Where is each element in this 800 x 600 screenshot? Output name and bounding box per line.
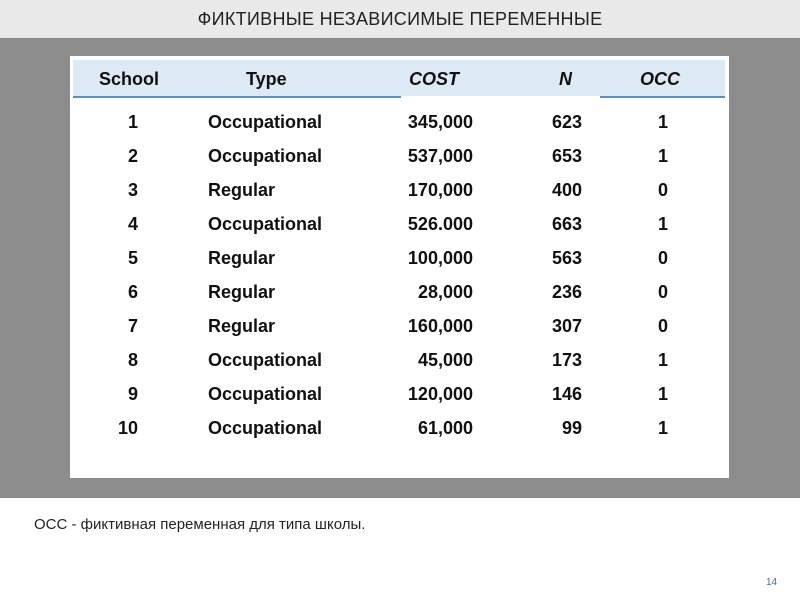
cell-n: 99: [561, 418, 582, 438]
cell-school: 1: [127, 112, 138, 132]
cell-n: 563: [551, 248, 582, 268]
cell-occ: 1: [657, 384, 668, 404]
cell-type: Occupational: [208, 214, 323, 234]
cell-occ: 0: [657, 180, 668, 200]
footnote: OCC - фиктивная переменная для типа школы.: [34, 516, 366, 533]
cell-school: 3: [127, 180, 138, 200]
cell-type: Occupational: [208, 350, 323, 370]
cell-type: Occupational: [208, 146, 323, 166]
cell-cost: 61,000: [417, 418, 473, 438]
cell-n: 307: [551, 316, 582, 336]
cell-type: Regular: [208, 248, 276, 268]
cell-occ: 0: [657, 316, 668, 336]
cell-cost: 537,000: [407, 146, 473, 166]
cell-occ: 1: [657, 418, 668, 438]
cell-type: Regular: [208, 282, 276, 302]
header-occ: OCC: [640, 69, 680, 89]
header-cost: COST: [409, 69, 460, 89]
cell-n: 663: [551, 214, 582, 234]
cell-occ: 1: [657, 350, 668, 370]
table-header-row: [73, 60, 725, 96]
cell-n: 653: [551, 146, 582, 166]
cell-cost: 160,000: [407, 316, 473, 336]
slide-title-bar: [0, 0, 800, 38]
data-table: [70, 56, 729, 478]
cell-type: Regular: [208, 316, 276, 336]
cell-cost: 170,000: [407, 180, 473, 200]
cell-type: Occupational: [208, 418, 323, 438]
cell-school: 7: [127, 316, 138, 336]
cell-cost: 345,000: [407, 112, 473, 132]
cell-cost: 100,000: [407, 248, 473, 268]
cell-cost: 120,000: [407, 384, 473, 404]
page-number: 14: [766, 577, 778, 588]
header-n: N: [559, 69, 572, 89]
cell-occ: 1: [657, 112, 668, 132]
cell-cost: 45,000: [417, 350, 473, 370]
cell-cost: 28,000: [417, 282, 473, 302]
cell-type: Occupational: [208, 384, 323, 404]
cell-n: 146: [551, 384, 582, 404]
cell-school: 10: [117, 418, 138, 438]
cell-n: 236: [551, 282, 582, 302]
slide-title: ФИКТИВНЫЕ НЕЗАВИСИМЫЕ ПЕРЕМЕННЫЕ: [197, 8, 603, 29]
header-underline-left: [73, 96, 401, 98]
cell-n: 623: [551, 112, 582, 132]
cell-school: 8: [127, 350, 138, 370]
header-underline-right: [600, 96, 725, 98]
cell-type: Regular: [208, 180, 276, 200]
cell-occ: 0: [657, 282, 668, 302]
cell-school: 4: [127, 214, 138, 234]
cell-school: 9: [127, 384, 138, 404]
cell-type: Occupational: [208, 112, 323, 132]
header-type: Type: [246, 69, 287, 89]
cell-occ: 1: [657, 214, 668, 234]
cell-cost: 526.000: [407, 214, 473, 234]
cell-n: 400: [551, 180, 582, 200]
header-school: School: [99, 69, 160, 89]
cell-occ: 0: [657, 248, 668, 268]
cell-school: 2: [127, 146, 138, 166]
cell-occ: 1: [657, 146, 668, 166]
cell-school: 5: [127, 248, 138, 268]
cell-school: 6: [127, 282, 138, 302]
cell-n: 173: [551, 350, 582, 370]
